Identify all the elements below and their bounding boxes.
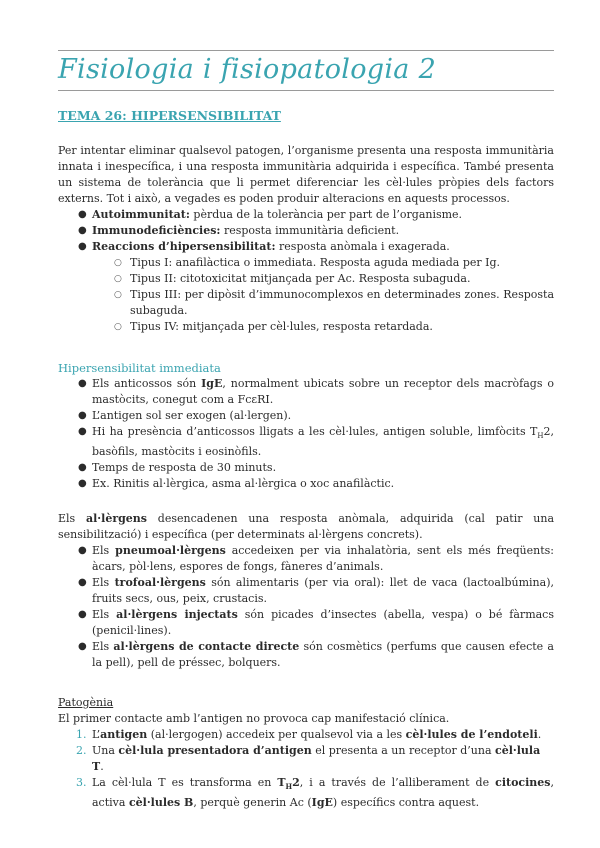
term: al·lèrgens de contacte directe (113, 640, 300, 653)
bullet-icon: ● (78, 225, 87, 236)
text: ) específics contra aquest. (332, 796, 480, 810)
text: 2, basòfils, mastòcits i eosinòfils. (92, 425, 554, 459)
text: Una (92, 744, 119, 757)
patogenia-intro: El primer contacte amb l’antigen no provoca cap manifestació clínica. (58, 712, 450, 725)
text: són cosmètics (perfums que causen efecte a la pell), pell de préssec, bolquers. (92, 640, 554, 669)
tipus-text: Tipus II: citotoxicitat mitjançada per Ac. Resposta subaguda. (130, 272, 471, 285)
text: , i a través de l’alliberament de (299, 776, 496, 789)
term: Autoimmunitat: (92, 208, 190, 221)
term: citocines (495, 776, 551, 789)
term: Immunodeficiències: (92, 224, 221, 237)
immediata-section (58, 360, 554, 492)
text: , perquè generin Ac ( (193, 796, 312, 810)
definition: resposta anòmala i exagerada. (275, 240, 450, 253)
term: cèl·lules de l’endoteli (405, 728, 538, 741)
tipus-text: Tipus IV: mitjançada per cèl·lules, resposta retardada. (130, 320, 433, 333)
tipus-text: Tipus I: anafilàctica o immediata. Resposta aguda mediada per Ig. (130, 256, 501, 269)
subscript: H (537, 432, 544, 441)
list-item (58, 223, 554, 239)
step-item (58, 775, 554, 811)
list-item (58, 239, 554, 255)
circle-bullet-icon: ○ (114, 274, 122, 284)
text: Hi ha presència d’anticossos lligats a les cèl·lules, antigen soluble, limfòcits T (92, 425, 538, 438)
allergens-section (58, 511, 554, 671)
sub-list-item (58, 271, 554, 287)
list-item (58, 408, 554, 424)
sub-list-item (58, 319, 554, 335)
text: . (100, 760, 104, 773)
step-number: 3. (76, 776, 87, 789)
text: , activa (92, 776, 555, 810)
bullet-icon: ● (78, 478, 87, 490)
term: cèl·lula presentadora d’antigen (118, 744, 312, 757)
text: desencadenen una resposta anòmala, adquirida (cal patir una sensibilització) i específica (per determinats al·lèrgens concrets). (58, 512, 554, 541)
bullet-icon: ● (78, 426, 87, 437)
bullet-icon: ● (78, 209, 87, 220)
term: trofoal·lèrgens (114, 576, 206, 589)
term: al·lèrgens injectats (116, 608, 238, 621)
term: pneumoal·lèrgens (115, 544, 226, 557)
tipus-text: Tipus III: per dipòsit d’immunocomplexos en determinades zones. Resposta subaguda. (130, 288, 554, 317)
text: Els (92, 576, 115, 589)
immediata-list (58, 376, 554, 492)
bullet-icon: ● (78, 641, 87, 652)
intro-list (58, 207, 554, 335)
document-title: Fisiologia i fisiopatologia 2 (58, 54, 437, 85)
bullet-icon: ● (78, 462, 87, 474)
step-item (58, 743, 554, 775)
text: Els anticossos són (92, 377, 202, 390)
text: accedeixen per via inhalatòria, sent els més freqüents: àcars, pòl·lens, espores de fongs, fàneres d’animals. (92, 544, 554, 573)
text: Ex. Rinitis al·lèrgica, asma al·lèrgica o xoc anafilàctic. (92, 477, 395, 491)
section-heading: TEMA 26: HIPERSENSIBILITAT (58, 108, 281, 123)
sub-list-item (58, 287, 554, 319)
subscript: H (285, 782, 293, 792)
bullet-icon: ● (78, 609, 87, 620)
sub-list-item (58, 255, 554, 271)
list-item (58, 575, 554, 607)
list-item (58, 607, 554, 639)
term: Reaccions d’hipersensibilitat: (92, 240, 276, 253)
allergens-paragraph (58, 511, 554, 543)
text: són alimentaris (per via oral): llet de vaca (lactoalbúmina), fruits secs, ous, peix, crustacis. (92, 576, 554, 605)
bullet-icon: ● (78, 545, 87, 556)
text: Els (58, 512, 86, 525)
text: (al·lergogen) accedeix per qualsevol via a les (147, 728, 406, 741)
intro-section (58, 143, 554, 335)
circle-bullet-icon: ○ (114, 322, 122, 332)
definition: resposta immunitària deficient. (220, 224, 400, 237)
list-item (58, 424, 554, 460)
step-item (58, 727, 554, 743)
text: Els (92, 640, 114, 653)
term: al·lèrgens (86, 512, 147, 525)
step-number: 2. (76, 744, 87, 757)
definition: pèrdua de la tolerància per part de l’organisme. (189, 208, 463, 221)
text: Els (92, 608, 117, 621)
title-rule (58, 90, 554, 91)
top-rule (58, 50, 554, 51)
bullet-icon: ● (78, 241, 87, 252)
text: són picades d’insectes (abella, vespa) o bé fàrmacs (penicil·lines). (92, 608, 554, 637)
patogenia-section (58, 695, 554, 811)
term: cèl·lula T (92, 744, 541, 773)
list-item (58, 460, 554, 476)
term: antigen (100, 728, 148, 741)
text: el presenta a un receptor d’una (311, 744, 496, 757)
list-item (58, 207, 554, 223)
step-number: 1. (76, 728, 87, 741)
text: . (537, 728, 542, 741)
subsection-heading: Patogènia (58, 696, 114, 709)
patogenia-steps (58, 727, 554, 811)
term: 2 (292, 776, 300, 789)
list-item (58, 476, 554, 492)
circle-bullet-icon: ○ (114, 290, 122, 300)
text: L’antigen sol ser exogen (al·lergen). (92, 409, 292, 422)
circle-bullet-icon: ○ (114, 258, 122, 268)
intro-paragraph: Per intentar eliminar qualsevol patogen, l’organisme presenta una resposta immunitària innata i inespecífica, i una resposta immunitària adquirida i específica. També presenta un sistema de tolerància que li permet diferenciar les cèl·lules pròpies dels factors externs. Tot i això, a vegades es poden produir alteracions en aquests processos. (58, 144, 554, 205)
text: L’ (92, 728, 101, 741)
bullet-icon: ● (78, 410, 87, 421)
term: IgE (201, 377, 223, 390)
bullet-icon: ● (78, 577, 87, 588)
list-item (58, 543, 554, 575)
allergens-list (58, 543, 554, 671)
text: , normalment ubicats sobre un receptor dels macròfags o mastòcits, conegut com a FcεRI. (92, 377, 554, 406)
subsection-heading: Hipersensibilitat immediata (58, 361, 221, 375)
list-item (58, 639, 554, 671)
list-item (58, 376, 554, 408)
term: IgE (311, 796, 333, 810)
term: T (277, 776, 286, 789)
bullet-icon: ● (78, 378, 87, 389)
term: cèl·lules B (128, 796, 194, 810)
text: Temps de resposta de 30 minuts. (92, 461, 277, 475)
text: Els (92, 544, 116, 557)
text: La cèl·lula T es transforma en (92, 776, 278, 789)
